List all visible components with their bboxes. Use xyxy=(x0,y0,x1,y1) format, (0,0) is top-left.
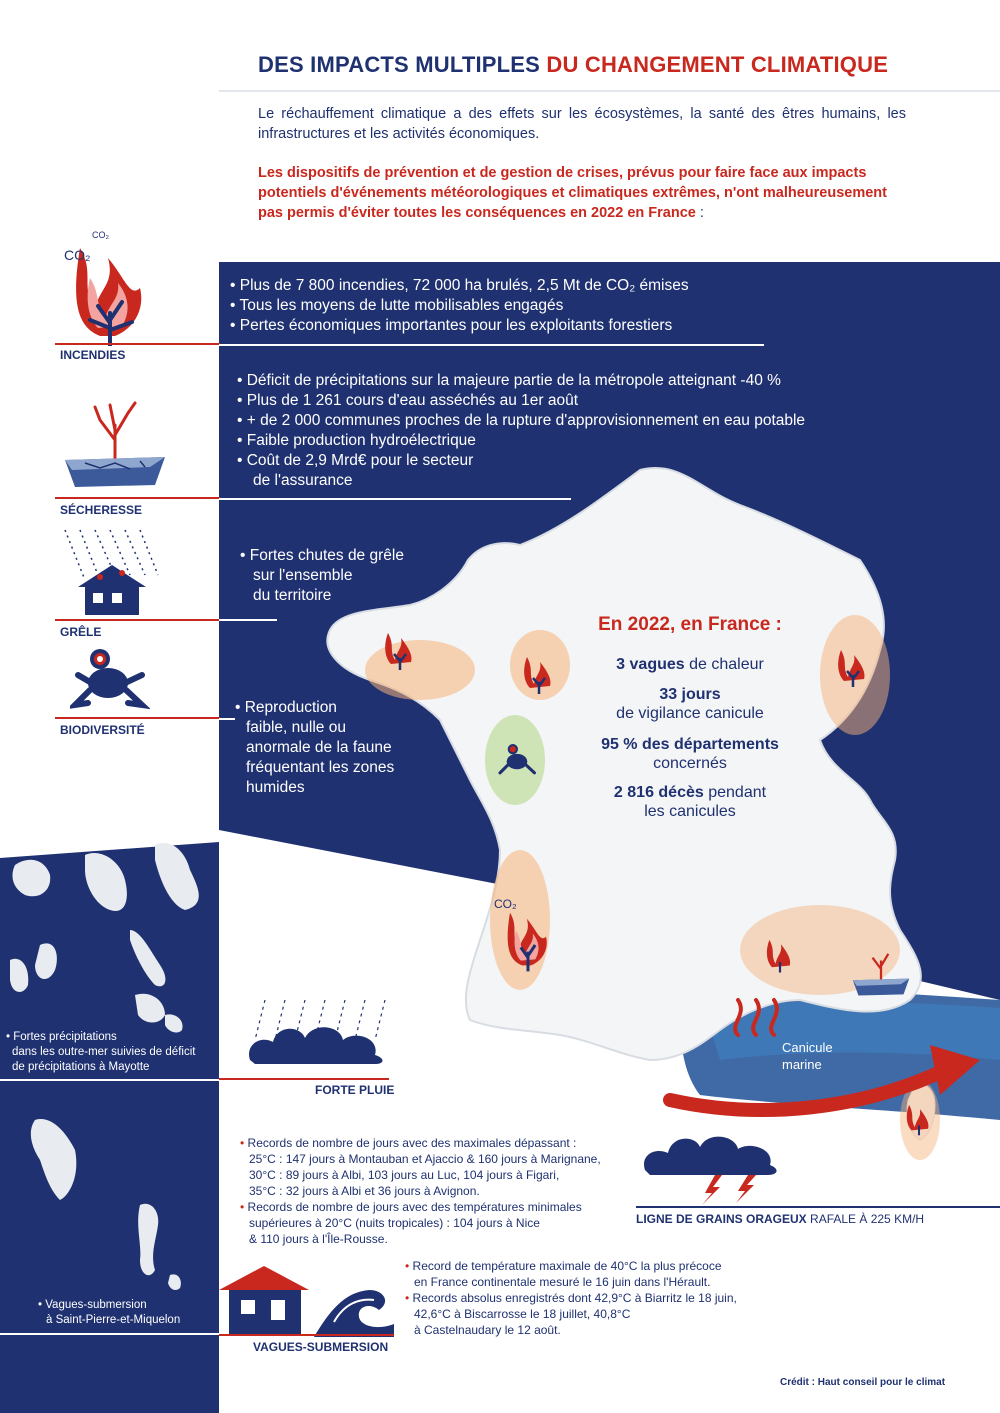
co2-small-label: CO₂ xyxy=(92,230,109,240)
fire-tree-icon xyxy=(765,935,795,973)
secheresse-bullet: • Faible production hydroélectrique xyxy=(237,431,805,451)
stat-text: de chaleur xyxy=(684,656,764,673)
grele-rule xyxy=(55,619,220,621)
title-underline xyxy=(219,90,1000,92)
secheresse-bullets xyxy=(237,371,805,491)
forte-pluie-bullets xyxy=(6,1030,195,1075)
vagues-bullet-cont: à Saint-Pierre-et-Miquelon xyxy=(46,1314,181,1326)
vagues-label: VAGUES-SUBMERSION xyxy=(253,1340,389,1354)
records-line: & 110 jours à l'Île-Rousse. xyxy=(249,1232,388,1246)
incendies-rule xyxy=(55,343,220,345)
vagues-bullet: • Vagues-submersion xyxy=(38,1298,180,1313)
secheresse-bullet: • Plus de 1 261 cours d'eau asséchés au 1er août xyxy=(237,391,805,411)
records-line: 42,6°C à Biscarrosse le 18 juillet, 40,8°C xyxy=(414,1307,631,1321)
biodiversite-bullet-cont: faible, nulle ou xyxy=(246,719,346,736)
fire-tree-icon xyxy=(836,645,870,687)
records-line: • Records absolus enregistrés dont 42,9°C à Biarritz le 18 juin, xyxy=(405,1290,805,1306)
stat-heatwaves xyxy=(560,655,820,674)
records-line: • Records de nombre de jours avec des maximales dépassant : xyxy=(240,1135,640,1151)
fire-tree-icon xyxy=(905,1100,933,1136)
records-days-block xyxy=(240,1135,640,1247)
frog-icon xyxy=(497,742,539,778)
stat-value: 33 jours xyxy=(659,686,721,703)
intro-red-tail: : xyxy=(695,205,704,221)
forte-pluie-bullet: • Fortes précipitations xyxy=(6,1030,195,1045)
grele-bullets xyxy=(240,546,404,606)
map-co2-label: CO₂ xyxy=(494,897,517,911)
secheresse-bullet: • Coût de 2,9 Mrd€ pour le secteur xyxy=(237,451,805,471)
title-part-1: DES IMPACTS MULTIPLES xyxy=(258,52,541,77)
biodiversite-divider xyxy=(219,718,235,720)
secheresse-bullet: • Déficit de précipitations sur la majeure partie de la métropole atteignant -40 % xyxy=(237,371,805,391)
records-line: 30°C : 89 jours à Albi, 103 jours au Luc, 104 jours à Figari, xyxy=(249,1168,560,1182)
secheresse-bullet: • + de 2 000 communes proches de la rupture d'approvisionnement en eau potable xyxy=(237,411,805,431)
frog-icon xyxy=(70,645,150,715)
grains-label xyxy=(636,1212,924,1226)
grele-label: GRÊLE xyxy=(60,625,102,639)
records-line: à Castelnaudary le 12 août. xyxy=(414,1323,561,1337)
flooded-house-icon xyxy=(219,1262,394,1337)
biodiversite-bullet-cont: humides xyxy=(246,779,305,796)
credit: Crédit : Haut conseil pour le climat xyxy=(780,1377,946,1388)
heat-waves-icon xyxy=(728,990,788,1040)
grains-rule xyxy=(636,1206,1000,1208)
hail-house-icon xyxy=(60,525,160,620)
biodiversite-label: BIODIVERSITÉ xyxy=(60,723,145,737)
grele-bullet-cont: du territoire xyxy=(253,587,332,604)
marine-heatwave-label xyxy=(782,1039,833,1073)
fire-tree-icon xyxy=(522,652,556,694)
biodiversite-bullet-cont: fréquentant les zones xyxy=(246,759,395,776)
intro-red-text xyxy=(258,163,906,223)
page-title xyxy=(258,52,888,78)
stat-text: de vigilance canicule xyxy=(616,705,764,722)
intro-text: Le réchauffement climatique a des effets sur les écosystèmes, la santé des êtres humains, les infrastructures et les activités économiques. xyxy=(258,106,906,142)
incendies-bullet: • Tous les moyens de lutte mobilisables engagés xyxy=(230,296,689,316)
forte-pluie-divider xyxy=(0,1079,219,1081)
incendies-bullet: • Pertes économiques importantes pour les exploitants forestiers xyxy=(230,316,689,336)
stat-departments xyxy=(560,735,820,773)
records-temp-block xyxy=(405,1258,805,1338)
grains-label-bold: LIGNE DE GRAINS ORAGEUX xyxy=(636,1212,807,1226)
records-line: 25°C : 147 jours à Montauban et Ajaccio & 160 jours à Marignane, xyxy=(249,1152,601,1166)
records-line: en France continentale mesuré le 16 juin dans l'Hérault. xyxy=(414,1275,711,1289)
secheresse-label: SÉCHERESSE xyxy=(60,503,143,517)
records-line: • Records de nombre de jours avec des températures minimales xyxy=(240,1199,640,1215)
stat-vigilance xyxy=(560,685,820,723)
fire-tree-icon xyxy=(60,228,160,346)
records-line: 35°C : 32 jours à Albi et 36 jours à Avignon. xyxy=(249,1184,480,1198)
marine-label-line: marine xyxy=(782,1057,822,1072)
grele-bullet: • Fortes chutes de grêle xyxy=(240,546,404,566)
marine-label-line: Canicule xyxy=(782,1040,833,1055)
records-line: supérieures à 20°C (nuits tropicales) : 104 jours à Nice xyxy=(249,1216,540,1230)
stat-text: les canicules xyxy=(644,803,736,820)
co2-large-label: CO₂ xyxy=(64,247,91,263)
vagues-rule xyxy=(219,1334,394,1336)
vagues-divider xyxy=(0,1333,219,1335)
forte-pluie-rule xyxy=(219,1078,389,1080)
dry-land-icon xyxy=(60,385,170,495)
incendies-bullet: • Plus de 7 800 incendies, 72 000 ha brulés, 2,5 Mt de CO₂ émises xyxy=(230,276,689,296)
biodiversite-bullet-cont: anormale de la faune xyxy=(246,739,392,756)
intro-red-main: Les dispositifs de prévention et de gestion de crises, prévus pour faire face aux impacts potentiels d'événements météorologiques et climatiques extrêmes, n'ont malheureusement pas permis d'éviter toutes les conséquences en 2022 en France xyxy=(258,165,887,221)
rain-cloud-icon xyxy=(245,1000,395,1065)
stat-text: concernés xyxy=(653,755,727,772)
forte-pluie-label: FORTE PLUIE xyxy=(315,1083,395,1097)
biodiversite-rule xyxy=(55,717,220,719)
stat-value: 95 % des départements xyxy=(601,736,779,753)
grele-divider xyxy=(219,619,277,621)
stat-text: pendant xyxy=(703,784,767,801)
grains-label-rest: RAFALE À 225 KM/H xyxy=(806,1212,925,1226)
incendies-label: INCENDIES xyxy=(60,348,126,362)
forte-pluie-bullet-cont: de précipitations à Mayotte xyxy=(12,1061,150,1073)
forte-pluie-bullet-cont: dans les outre-mer suivies de déficit xyxy=(12,1046,196,1058)
vagues-bullets xyxy=(38,1298,180,1328)
incendies-divider xyxy=(219,344,764,346)
secheresse-divider xyxy=(219,498,571,500)
storm-cloud-icon xyxy=(640,1125,780,1205)
dry-land-icon xyxy=(850,938,912,1000)
stat-value: 2 816 décès xyxy=(613,784,704,801)
stat-deaths xyxy=(560,783,820,821)
secheresse-rule xyxy=(55,497,220,499)
secheresse-bullet-cont: de l'assurance xyxy=(253,472,353,489)
records-line: • Record de température maximale de 40°C la plus précoce xyxy=(405,1258,805,1274)
fire-tree-icon xyxy=(383,628,417,670)
incendies-bullets xyxy=(230,276,689,336)
biodiversite-bullets xyxy=(235,698,394,798)
title-part-2: DU CHANGEMENT CLIMATIQUE xyxy=(546,52,889,77)
france-panel-heading: En 2022, en France : xyxy=(598,614,782,635)
biodiversite-bullet: • Reproduction xyxy=(235,698,394,718)
stat-value: 3 vagues xyxy=(616,656,685,673)
grele-bullet-cont: sur l'ensemble xyxy=(253,567,353,584)
